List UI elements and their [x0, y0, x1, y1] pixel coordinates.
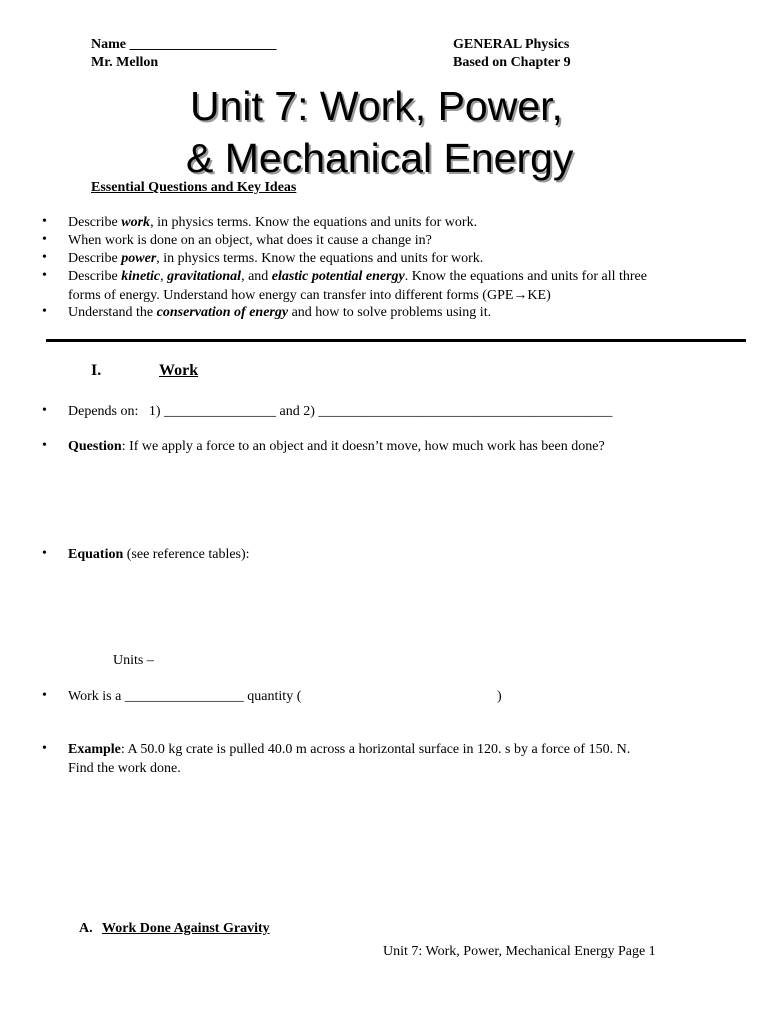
page-footer: Unit 7: Work, Power, Mechanical Energy Page 1 [383, 944, 656, 959]
question-item: Question: If we apply a force to an object and it doesn’t move, how much work has been done? [68, 439, 605, 454]
bullet-icon: • [42, 268, 47, 283]
section-divider [46, 339, 746, 342]
bullet-icon: • [42, 403, 47, 418]
course-name: GENERAL Physics [453, 37, 570, 52]
name-field-label: Name _____________________ [91, 37, 277, 52]
equation-item: Equation (see reference tables): [68, 547, 250, 562]
bullet-icon: • [42, 688, 47, 703]
units-label: Units – [113, 653, 154, 668]
essential-item-conservation: Understand the conservation of energy and how to solve problems using it. [68, 305, 492, 320]
essential-questions-heading: Essential Questions and Key Ideas [91, 180, 297, 195]
bullet-icon: • [42, 438, 47, 453]
bullet-icon: • [42, 741, 47, 756]
example-item: Example: A 50.0 kg crate is pulled 40.0 m across a horizontal surface in 120. s by a force of 150. N. [68, 742, 631, 757]
title-line-2: & Mechanical Energy [186, 135, 574, 181]
section-heading-work: Work [159, 362, 199, 379]
bullet-icon: • [42, 250, 47, 265]
bullet-icon: • [42, 304, 47, 319]
essential-item-change: When work is done on an object, what does it cause a change in? [68, 233, 432, 248]
depends-on-line: Depends on: 1) ________________ and 2) __________________________________________ [68, 404, 613, 419]
subsection-heading-gravity: Work Done Against Gravity [102, 921, 270, 936]
title-line-1: Unit 7: Work, Power, [190, 83, 563, 129]
teacher-name: Mr. Mellon [91, 55, 159, 70]
work-quantity-close: ) [497, 689, 502, 704]
work-quantity-line: Work is a _________________ quantity ( [68, 689, 302, 704]
chapter-reference: Based on Chapter 9 [453, 55, 571, 70]
section-numeral: I. [91, 362, 102, 379]
subsection-letter: A. [79, 921, 93, 936]
example-item-continued: Find the work done. [68, 761, 181, 776]
bullet-icon: • [42, 232, 47, 247]
essential-item-work: Describe work, in physics terms. Know the equations and units for work. [68, 215, 478, 230]
bullet-icon: • [42, 214, 47, 229]
essential-item-energy-continued: forms of energy. Understand how energy can transfer into different forms (GPE→KE) [68, 288, 551, 303]
essential-item-power: Describe power, in physics terms. Know the equations and units for work. [68, 251, 484, 266]
bullet-icon: • [42, 546, 47, 561]
essential-item-energy: Describe kinetic, gravitational, and elastic potential energy. Know the equations and units for all three [68, 269, 647, 284]
